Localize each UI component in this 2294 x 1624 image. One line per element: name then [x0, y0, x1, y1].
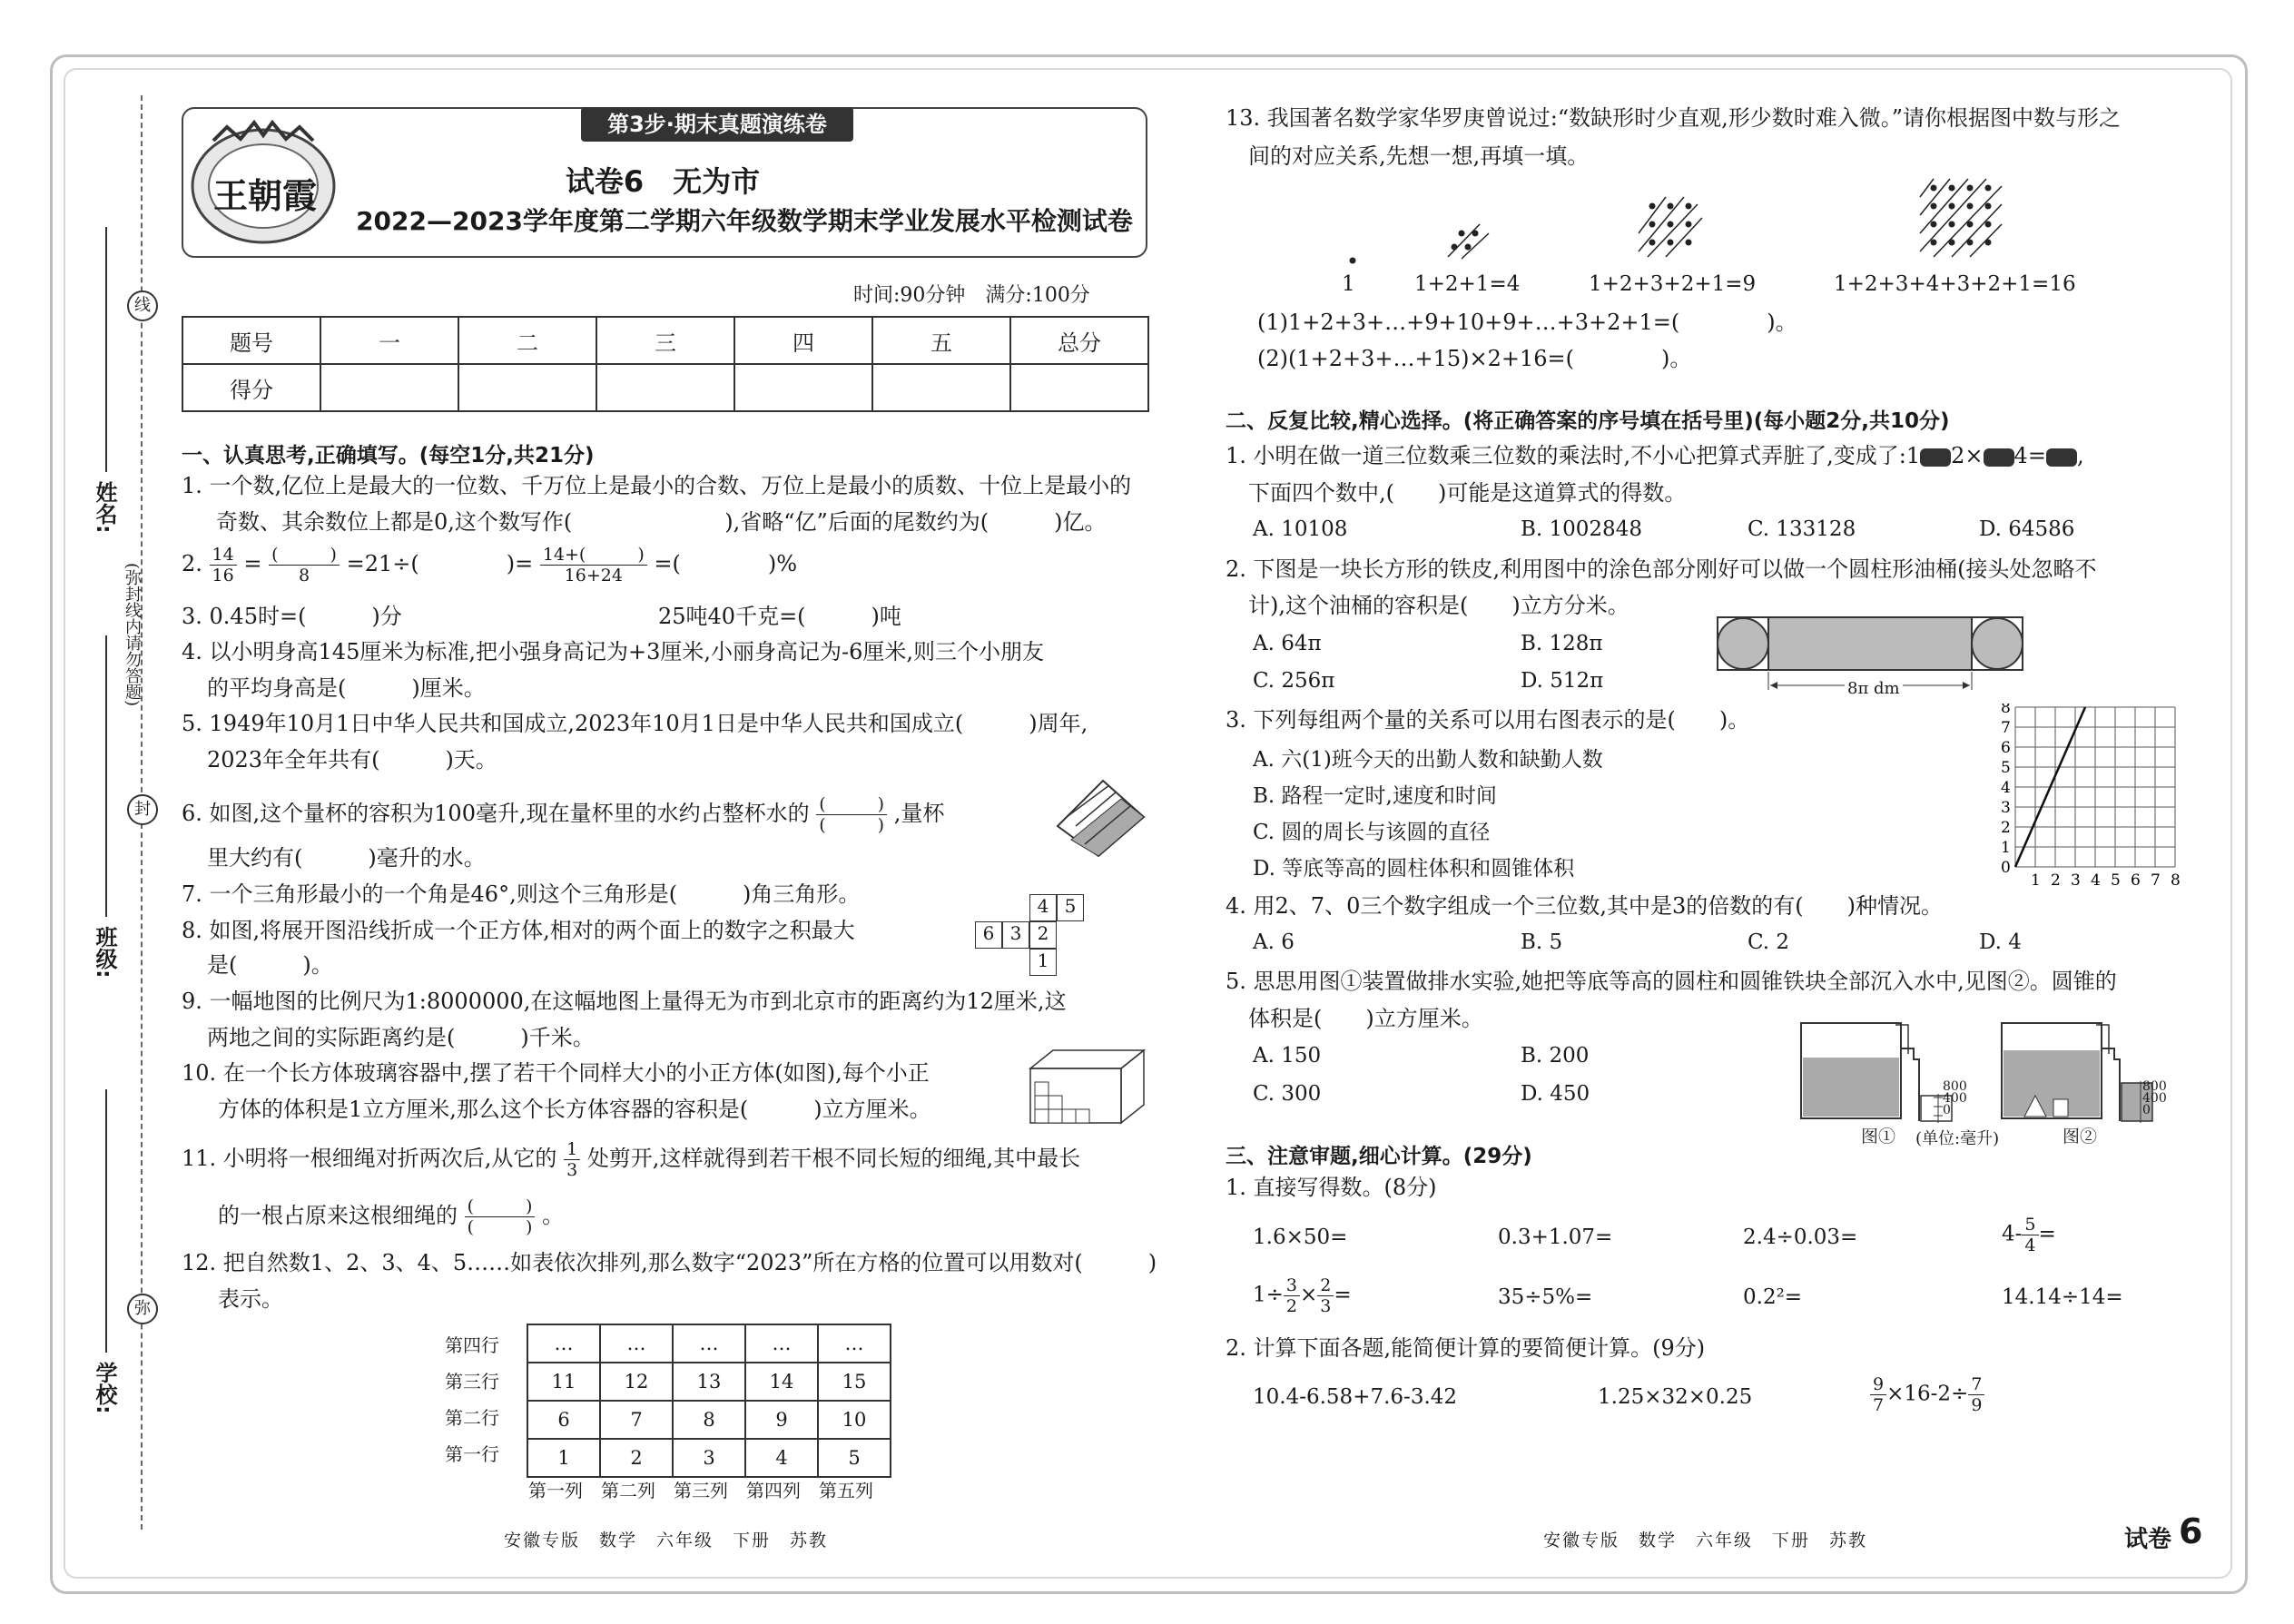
fraction: $\frac{14+( )}{16+24}$ — [540, 545, 647, 586]
q9-line1: 9. 一幅地图的比例尺为1:8000000,在这幅地图上量得无为市到北京市的距离约为12厘米,这 — [182, 989, 1067, 1014]
fraction: $\frac{2}{3}$ — [1317, 1275, 1334, 1316]
s2-q1-line1: 1. 小明在做一道三位数乘三位数的乘法时,不小心把算式弄脏了,变成了:1 2× 4= , — [1226, 443, 2084, 468]
s2-q2-option-d[interactable]: D. 512π — [1521, 669, 1604, 693]
q8-line1: 8. 如图,将展开图沿线折成一个正方体,相对的两个面上的数字之积最大 — [182, 918, 855, 943]
paper-title: 2022—2023学年度第二学期六年级数学期末学业发展水平检测试卷 — [356, 206, 1133, 236]
grid-cell: 13 — [673, 1363, 745, 1401]
grid-cell: 14 — [745, 1363, 818, 1401]
score-row-label: 得分 — [182, 364, 320, 411]
s2-q3-option-a[interactable]: A. 六(1)班今天的出勤人数和缺勤人数 — [1253, 748, 1603, 772]
y-tick-label: 2 — [2001, 819, 2011, 837]
footer-right: 安徽专版 数学 六年级 下册 苏教 — [1543, 1530, 1868, 1550]
q8-line2: 是( )。 — [207, 952, 333, 978]
grid-cell: 12 — [600, 1363, 673, 1401]
y-tick-label: 5 — [2001, 759, 2011, 777]
s2-q2-line2: 计),这个油桶的容积是( )立方分米。 — [1248, 593, 1629, 618]
cube-net-figure: 4 5 6 3 2 1 — [971, 894, 1080, 976]
class-label: 班级: — [92, 926, 117, 979]
dimension-label: 8π dm — [1845, 679, 1903, 698]
q10-line1: 10. 在一个长方体玻璃容器中,摆了若干个同样大小的小正方体(如图),每个小正 — [182, 1060, 930, 1086]
overflow-experiment-figure — [1797, 1012, 2179, 1148]
q2: 2. $\frac{14}{16}$ = $\frac{( )}{8}$ =21÷( )= $\frac{14+( )}{16+24}$ =( )% — [182, 545, 798, 586]
calc-item: 1.25×32×0.25 — [1598, 1385, 1753, 1409]
binding-mark-seal: 封 — [127, 794, 158, 825]
fraction: $\frac{14}{16}$ — [210, 545, 237, 586]
calc-item: 14.14÷14= — [2002, 1285, 2123, 1309]
calc-item: 35÷5%= — [1498, 1285, 1593, 1309]
footer-left: 安徽专版 数学 六年级 下册 苏教 — [504, 1530, 829, 1550]
q11-line1: 11. 小明将一根细绳对折两次后,从它的 $\frac{1}{3}$ 处剪开,这样就得到若干根不同长短的细绳,其中最长 — [182, 1139, 1081, 1180]
s2-q1-option-a[interactable]: A. 10108 — [1253, 517, 1348, 541]
school-label: 学校: — [92, 1362, 117, 1414]
unit-caption: (单位:毫升) — [1915, 1129, 2000, 1148]
fraction: $\frac{3}{2}$ — [1284, 1275, 1300, 1316]
figure-1-caption: 图① — [1861, 1127, 1896, 1147]
grid-row-label: 第三行 — [445, 1371, 499, 1393]
class-field[interactable] — [105, 635, 107, 917]
y-tick-label: 0 — [2001, 859, 2011, 877]
binding-note: (弥封线内请勿答题) — [123, 563, 142, 707]
grid-row-label: 第一行 — [445, 1443, 499, 1465]
score-head: 三 — [596, 317, 734, 364]
grid-cell: 1 — [527, 1439, 600, 1477]
score-cell[interactable] — [1010, 364, 1148, 411]
q13-sub1: (1)1+2+3+…+9+10+9+…+3+2+1=( )。 — [1257, 310, 1797, 335]
s2-q5-option-d[interactable]: D. 450 — [1521, 1082, 1590, 1106]
dot-label-16: 1+2+3+4+3+2+1=16 — [1834, 272, 2076, 296]
grid-cell: 4 — [745, 1439, 818, 1477]
score-head: 一 — [320, 317, 458, 364]
x-tick-label: 5 — [2111, 871, 2121, 890]
step-banner: 第3步·期末真题演练卷 — [581, 107, 853, 142]
answer-fraction[interactable]: $\frac{( )}{( )}$ — [816, 794, 887, 835]
q7: 7. 一个三角形最小的一个角是46°,则这个三角形是( )角三角形。 — [182, 881, 861, 907]
calc-item: 1.6×50= — [1253, 1225, 1348, 1249]
dot-label-1: 1 — [1342, 272, 1355, 296]
dot-label-4: 1+2+1=4 — [1414, 272, 1521, 296]
q5-line2: 2023年全年共有( )天。 — [207, 747, 497, 773]
score-head: 题号 — [182, 317, 320, 364]
s2-q3-option-c[interactable]: C. 圆的周长与该圆的直径 — [1253, 821, 1491, 844]
s3-q2: 2. 计算下面各题,能简便计算的要简便计算。(9分) — [1226, 1335, 1706, 1361]
q13-sub2: (2)(1+2+3+…+15)×2+16=( )。 — [1257, 346, 1692, 371]
calc-item: 1÷ $\frac{3}{2}$ × $\frac{2}{3}$ = — [1253, 1275, 1352, 1316]
time-score: 时间:90分钟 满分:100分 — [853, 284, 1090, 307]
section-3-title: 三、注意审题,细心计算。(29分) — [1226, 1145, 1532, 1168]
grid-cell: 15 — [818, 1363, 891, 1401]
grid-row-label: 第四行 — [445, 1334, 499, 1356]
q3-part1: 3. 0.45时=( )分 — [182, 604, 402, 629]
s2-q1-option-c[interactable]: C. 133128 — [1748, 517, 1856, 541]
calc-item: 10.4-6.58+7.6-3.42 — [1253, 1385, 1458, 1409]
grid-cell: … — [818, 1324, 891, 1363]
grid-cell: … — [600, 1324, 673, 1363]
smudge-icon — [2046, 448, 2077, 467]
calc-item: 0.3+1.07= — [1498, 1225, 1613, 1249]
q1-line2: 奇数、其余数位上都是0,这个数写作( ),省略“亿”后面的尾数约为( )亿。 — [216, 509, 1107, 535]
y-tick-label: 6 — [2001, 739, 2011, 757]
fraction: $\frac{5}{4}$ — [2022, 1215, 2038, 1255]
grid-cell: … — [745, 1324, 818, 1363]
x-tick-label: 1 — [2031, 871, 2041, 890]
q6-line2: 里大约有( )毫升的水。 — [207, 845, 486, 871]
paper-number: 试卷6 无为市 — [565, 164, 761, 199]
score-cell[interactable] — [596, 364, 734, 411]
y-tick-label: 4 — [2001, 779, 2011, 797]
q11-line2: 的一根占原来这根细绳的 $\frac{( )}{( )}$ 。 — [218, 1196, 565, 1237]
fraction: $\frac{7}{9}$ — [1968, 1374, 1984, 1415]
grid-cell: … — [673, 1324, 745, 1363]
score-cell[interactable] — [458, 364, 596, 411]
grid-col-label: 第四列 — [746, 1480, 801, 1501]
x-tick-label: 4 — [2091, 871, 2101, 890]
logo-text: 王朝霞 — [213, 175, 318, 216]
q3-part2: 25吨40千克=( )吨 — [658, 604, 901, 629]
score-table — [182, 316, 1149, 412]
calc-item: 2.4÷0.03= — [1743, 1225, 1858, 1249]
x-tick-label: 2 — [2051, 871, 2061, 890]
score-head: 五 — [872, 317, 1010, 364]
section-2-title: 二、反复比较,精心选择。(将正确答案的序号填在括号里)(每小题2分,共10分) — [1226, 409, 1950, 433]
s2-q4-option-a[interactable]: A. 6 — [1253, 930, 1295, 954]
calc-item: 4- $\frac{5}{4}$ = — [2002, 1215, 2056, 1255]
answer-fraction[interactable]: $\frac{( )}{( )}$ — [465, 1196, 536, 1237]
x-tick-label: 8 — [2171, 871, 2181, 890]
smudge-icon — [1984, 448, 2014, 467]
q6-line1: 6. 如图,这个量杯的容积为100毫升,现在量杯里的水约占整杯水的 $\frac{( )}{( )}$ ,量杯 — [182, 794, 945, 835]
s2-q2-option-a[interactable]: A. 64π — [1253, 632, 1322, 655]
fraction: $\frac{9}{7}$ — [1870, 1374, 1886, 1415]
y-tick-label: 1 — [2001, 839, 2011, 857]
q13-line1: 13. 我国著名数学家华罗庚曾说过:“数缺形时少直观,形少数时难入微。”请你根据图中数与形之 — [1226, 105, 2122, 131]
y-tick-label: 8 — [2001, 704, 2011, 717]
binding-mark-close: 弥 — [127, 1294, 158, 1324]
x-tick-label: 6 — [2131, 871, 2141, 890]
grid-cell: 11 — [527, 1363, 600, 1401]
s2-q3-option-d[interactable]: D. 等底等高的圆柱体积和圆锥体积 — [1253, 857, 1575, 881]
grid-col-label: 第一列 — [528, 1480, 583, 1501]
fraction: $\frac{( )}{8}$ — [269, 545, 340, 586]
grid-cell: 5 — [818, 1439, 891, 1477]
page-number: 6 — [2179, 1511, 2203, 1551]
name-field[interactable] — [105, 227, 107, 472]
grid-col-label: 第五列 — [819, 1480, 873, 1501]
q2-number: 2. — [182, 551, 202, 576]
grid-col-label: 第三列 — [674, 1480, 728, 1501]
s2-q4-option-b[interactable]: B. 5 — [1521, 930, 1563, 954]
score-head: 总分 — [1010, 317, 1148, 364]
q1-line1: 1. 一个数,亿位上是最大的一位数、千万位上是最小的合数、万位上是最小的质数、十位上是最小的 — [182, 473, 1132, 498]
grid-cell: 2 — [600, 1439, 673, 1477]
score-cell[interactable] — [320, 364, 458, 411]
container-cubes-figure — [1026, 1046, 1148, 1131]
s2-q1-option-b[interactable]: B. 1002848 — [1521, 517, 1642, 541]
name-label: 姓名: — [92, 481, 117, 534]
score-head: 四 — [734, 317, 872, 364]
school-field[interactable] — [105, 1089, 107, 1353]
score-cell[interactable] — [872, 364, 1010, 411]
q4-line1: 4. 以小明身高145厘米为标准,把小强身高记为+3厘米,小丽身高记为-6厘米,则三个小朋友 — [182, 639, 1044, 664]
s2-q2-option-b[interactable]: B. 128π — [1521, 632, 1603, 655]
figure-2-caption: 图② — [2063, 1127, 2098, 1147]
s2-q5-option-b[interactable]: B. 200 — [1521, 1044, 1590, 1068]
q13-line2: 间的对应关系,先想一想,再填一填。 — [1248, 143, 1590, 169]
line-graph — [1988, 704, 2188, 903]
section-1-title: 一、认真思考,正确填写。(每空1分,共21分) — [182, 444, 595, 468]
s2-q3-option-b[interactable]: B. 路程一定时,速度和时间 — [1253, 784, 1497, 808]
page-label: 试卷 — [2124, 1526, 2172, 1553]
grid-cell: 7 — [600, 1401, 673, 1439]
s2-q4-option-d[interactable]: D. 4 — [1979, 930, 2022, 954]
s2-q1-line2: 下面四个数中,( )可能是这道算式的得数。 — [1248, 480, 1687, 506]
s2-q2-line1: 2. 下图是一块长方形的铁皮,利用图中的涂色部分刚好可以做一个圆柱形油桶(接头处忽略不 — [1226, 556, 2097, 582]
q9-line2: 两地之间的实际距离约是( )千米。 — [207, 1025, 595, 1050]
smudge-icon — [1920, 448, 1951, 467]
s2-q4: 4. 用2、7、0三个数字组成一个三位数,其中是3的倍数的有( )种情况。 — [1226, 893, 1943, 919]
q10-line2: 方体的体积是1立方厘米,那么这个长方体容器的容积是( )立方厘米。 — [218, 1097, 931, 1122]
q12-line2: 表示。 — [218, 1286, 283, 1312]
dot-label-9: 1+2+3+2+1=9 — [1589, 272, 1757, 296]
q12-line1: 12. 把自然数1、2、3、4、5……如表依次排列,那么数字“2023”所在方格的位置可以用数对( ) — [182, 1250, 1157, 1275]
grid-cell: 9 — [745, 1401, 818, 1439]
sheet-metal-figure — [1716, 615, 2024, 710]
grid-cell: … — [527, 1324, 600, 1363]
s2-q5-option-c[interactable]: C. 300 — [1253, 1082, 1322, 1106]
score-cell[interactable] — [734, 364, 872, 411]
calc-item: $\frac{9}{7}$ ×16-2÷ $\frac{7}{9}$ — [1870, 1374, 1984, 1415]
y-tick-label: 3 — [2001, 799, 2011, 817]
graph-svg — [1988, 704, 2188, 903]
calc-item: 0.2²= — [1743, 1285, 1803, 1309]
s2-q5-option-a[interactable]: A. 150 — [1253, 1044, 1322, 1068]
s2-q5-line2: 体积是( )立方厘米。 — [1248, 1006, 1483, 1031]
q5-line1: 5. 1949年10月1日中华人民共和国成立,2023年10月1日是中华人民共和国成立( )周年, — [182, 711, 1088, 736]
grid-cell: 8 — [673, 1401, 745, 1439]
grid-row-label: 第二行 — [445, 1407, 499, 1429]
scale-label: 800 400 0 — [1943, 1079, 1967, 1117]
x-tick-label: 3 — [2071, 871, 2081, 890]
score-head: 二 — [458, 317, 596, 364]
scale-label: 800 400 0 — [2142, 1079, 2167, 1117]
q4-line2: 的平均身高是( )厘米。 — [207, 675, 486, 701]
grid-cell: 3 — [673, 1439, 745, 1477]
fraction: $\frac{1}{3}$ — [564, 1139, 580, 1180]
measuring-cup-figure — [1053, 776, 1148, 861]
s2-q5-line1: 5. 思思用图①装置做排水实验,她把等底等高的圆柱和圆锥铁块全部沉入水中,见图②。圆锥的 — [1226, 969, 2117, 994]
x-tick-label: 7 — [2151, 871, 2161, 890]
s2-q2-option-c[interactable]: C. 256π — [1253, 669, 1335, 693]
s2-q3-line1: 3. 下列每组两个量的关系可以用右图表示的是( )。 — [1226, 707, 1750, 733]
y-tick-label: 7 — [2001, 719, 2011, 737]
s3-q1: 1. 直接写得数。(8分) — [1226, 1175, 1437, 1200]
s2-q4-option-c[interactable]: C. 2 — [1748, 930, 1790, 954]
number-grid — [527, 1324, 891, 1478]
grid-cell: 6 — [527, 1401, 600, 1439]
s2-q1-option-d[interactable]: D. 64586 — [1979, 517, 2075, 541]
grid-cell: 10 — [818, 1401, 891, 1439]
dot-pattern-figures — [1307, 177, 2197, 277]
binding-mark-line: 线 — [127, 290, 158, 321]
grid-col-label: 第二列 — [601, 1480, 655, 1501]
